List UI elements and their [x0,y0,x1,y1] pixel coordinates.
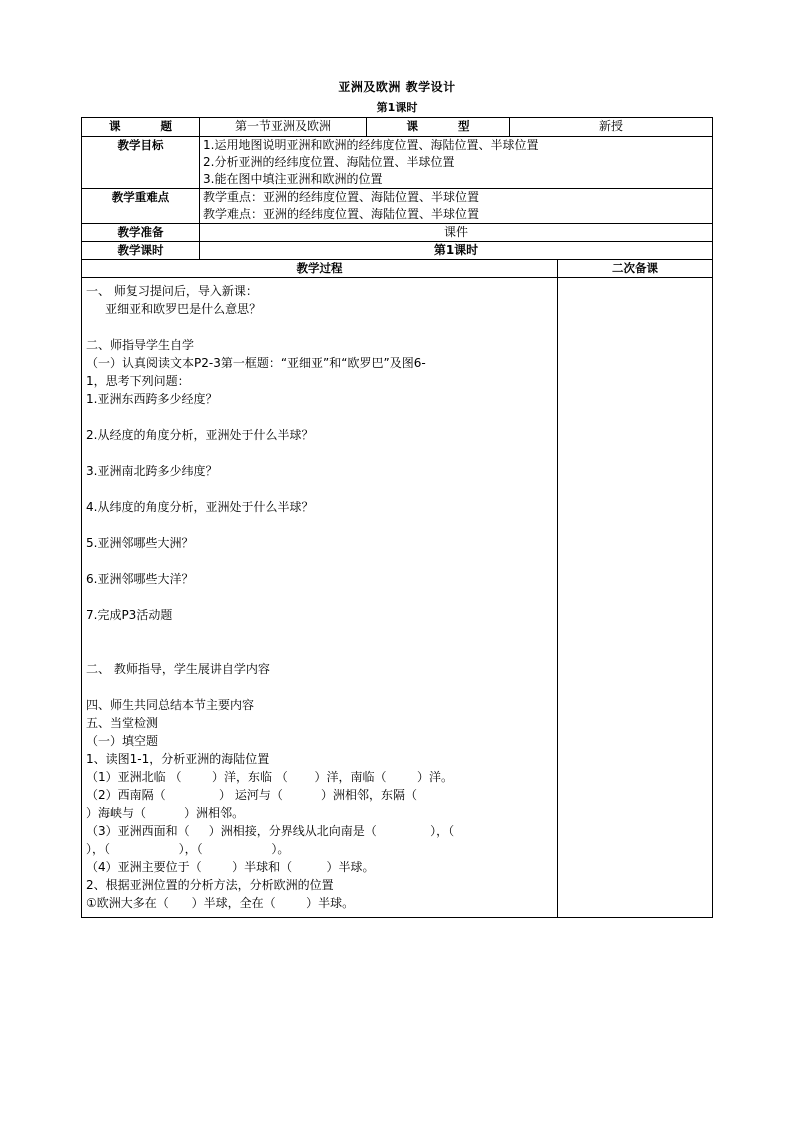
process-line: （1）亚洲北临 （ ）洋，东临 （ ）洋，南临（ ）洋。 [86,770,453,784]
process-line: 2、根据亚洲位置的分析方法，分析欧洲的位置 [86,878,334,892]
process-line: 一、 师复习提问后，导入新课： [86,284,258,298]
process-line [86,552,553,570]
process-line [86,318,553,336]
keypoint-item: 教学难点：亚洲的经纬度位置、海陆位置、半球位置 [203,207,480,221]
notes-header: 二次备课 [558,260,713,278]
process-line [86,516,553,534]
prep-label: 教学准备 [82,224,200,242]
process-line: 五、当堂检测 [86,716,159,730]
process-line [86,444,553,462]
process-line: 亚细亚和欧罗巴是什么意思？ [86,302,262,316]
process-line: 3.亚洲南北跨多少纬度？ [86,464,218,478]
keypoint-label: 教学重难点 [82,189,200,224]
goal-item: 2.分析亚洲的经纬度位置、海陆位置、半球位置 [203,155,455,169]
topic-label: 课 题 [82,118,200,137]
process-line: （一）填空题 [86,734,159,748]
goal-item: 1.运用地图说明亚洲和欧洲的经纬度位置、海陆位置、半球位置 [203,138,539,152]
document-title: 亚洲及欧洲 教学设计 [338,80,456,94]
process-header: 教学过程 [82,260,558,278]
type-label: 课 型 [367,118,510,137]
goal-label: 教学目标 [82,137,200,189]
process-body [82,278,558,918]
process-line: 二、师指导学生自学 [86,338,195,352]
process-line: 5.亚洲邻哪些大洲？ [86,536,194,550]
goal-list [200,137,713,189]
document-subtitle: 第1课时 [376,101,418,114]
keypoint-list [200,189,713,224]
lesson-plan-sheet [81,117,712,918]
process-line [86,642,553,660]
goal-item: 3.能在图中填注亚洲和欧洲的位置 [203,172,383,186]
process-line: ）海峡与（ ）洲相邻。 [86,806,245,820]
process-table [81,259,713,918]
notes-cell [558,278,713,918]
process-line: ），（ ），（ ）。 [86,842,290,856]
topic-value: 第一节亚洲及欧洲 [200,118,367,137]
process-line: 1、读图1-1，分析亚洲的海陆位置 [86,752,270,766]
process-line: 四、师生共同总结本节主要内容 [86,698,255,712]
process-line: ①欧洲大多在（ ）半球，全在（ ）半球。 [86,896,355,910]
process-line: （4）亚洲主要位于（ ）半球和（ ）半球。 [86,860,375,874]
process-line: 二、 教师指导，学生展讲自学内容 [86,662,270,676]
process-line: 7.完成P3活动题 [86,608,173,622]
process-line: （3）亚洲西面和（ ）洲相接，分界线从北向南是（ ），（ [86,824,455,838]
process-line [86,678,553,696]
process-line: 1，思考下列问题： [86,374,190,388]
process-line [86,480,553,498]
process-line [86,588,553,606]
process-line: 2.从经度的角度分析，亚洲处于什么半球？ [86,428,314,442]
process-line: 6.亚洲邻哪些大洋？ [86,572,194,586]
process-line: 4.从纬度的角度分析，亚洲处于什么半球？ [86,500,314,514]
process-line [86,408,553,426]
process-line [86,624,553,642]
process-line: （2）西南隔（ ） 运河与（ ）洲相邻，东隔（ [86,788,417,802]
process-line: 1.亚洲东西跨多少经度？ [86,392,218,406]
hours-label: 教学课时 [82,242,200,260]
keypoint-item: 教学重点：亚洲的经纬度位置、海陆位置、半球位置 [203,190,480,204]
type-value: 新授 [510,118,713,137]
process-line: （一）认真阅读文本P2-3第一框题：“亚细亚”和“欧罗巴”及图6- [86,356,426,370]
prep-value: 课件 [200,224,713,242]
hours-value: 第1课时 [200,242,713,260]
info-table [81,117,713,260]
